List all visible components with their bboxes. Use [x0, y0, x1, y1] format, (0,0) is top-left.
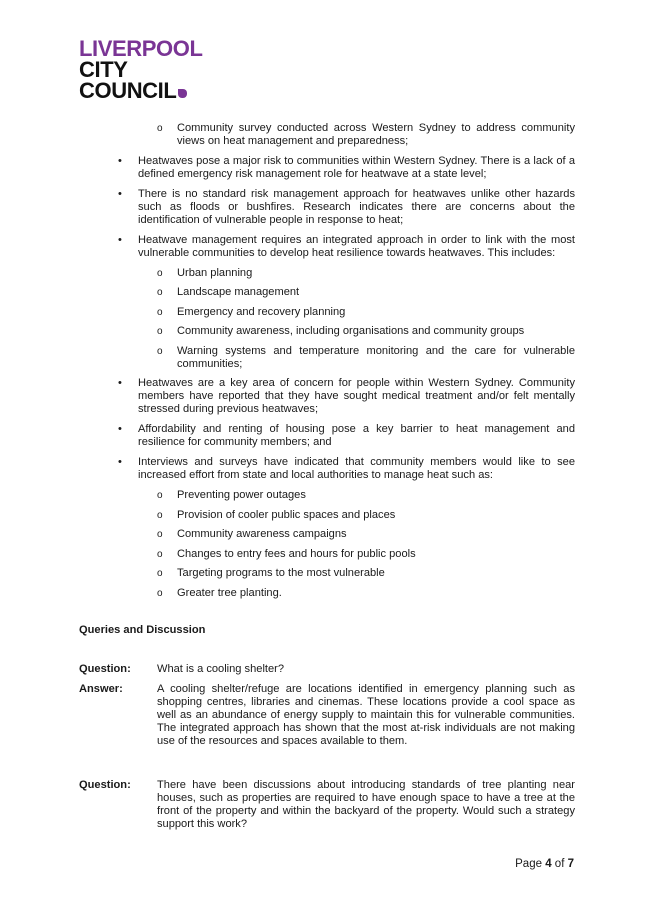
sub-item: o Urban planning	[79, 267, 575, 280]
current-page: 4	[545, 858, 552, 870]
bullet-item: • Heatwaves are a key area of concern for people within Western Sydney. Community members have reported that they have sought medical treatment and/or felt mentally stressed during previous heatwaves;	[79, 377, 575, 416]
bullet-item: • Interviews and surveys have indicated that community members would like to see increased effort from state and local authorities to manage heat such as:	[79, 456, 575, 482]
sub-item: o Greater tree planting.	[79, 587, 575, 600]
document-body	[79, 122, 575, 838]
sub-item: o Provision of cooler public spaces and places	[79, 509, 575, 522]
bullet-item: • Heatwaves pose a major risk to communities within Western Sydney. There is a lack of a defined emergency risk management role for heatwave at a state level;	[79, 155, 575, 181]
bullet-item: • There is no standard risk management approach for heatwaves unlike other hazards such as floods or bushfires. Research indicates there are concerns about the identification of vulnerable people in response to heat;	[79, 188, 575, 227]
sub-item: o Emergency and recovery planning	[79, 306, 575, 319]
question-row	[79, 663, 575, 676]
bullet-item: • Heatwave management requires an integrated approach in order to link with the most vulnerable communities to develop heat resilience towards heatwaves. This includes:	[79, 234, 575, 260]
answer-text: A cooling shelter/refuge are locations identified in emergency planning such as shopping centres, libraries and cinemas. These locations provide a cool space as well as an abundance of energy supply to maintain this for vulnerable communities. The integrated approach has shown that the most at-risk individuals are not making use of the resources and spaces available to them.	[157, 682, 575, 747]
answer-row	[79, 683, 575, 748]
question-label: Question:	[79, 662, 131, 675]
logo-line-1: LIVERPOOL	[79, 36, 203, 61]
sub-item: o Community awareness campaigns	[79, 528, 575, 541]
total-pages: 7	[567, 858, 574, 870]
page-word: Page	[515, 858, 542, 870]
question-label: Question:	[79, 778, 131, 791]
sub-item: o Community survey conducted across Western Sydney to address community views on heat management and preparedness;	[79, 122, 575, 148]
sub-item: o Targeting programs to the most vulnerable	[79, 567, 575, 580]
logo-mark-icon	[178, 89, 187, 98]
answer-label: Answer:	[79, 682, 123, 695]
logo-line-2: CITY	[79, 57, 128, 82]
section-heading: Queries and Discussion	[79, 623, 206, 636]
page-number	[515, 858, 574, 870]
sub-item: o Warning systems and temperature monitoring and the care for vulnerable communities;	[79, 345, 575, 371]
logo-line-3	[79, 80, 187, 101]
of-word: of	[554, 858, 565, 870]
bullet-item: • Affordability and renting of housing pose a key barrier to heat management and resilience for community members; and	[79, 423, 575, 449]
council-logo	[79, 38, 203, 104]
sub-item: o Preventing power outages	[79, 489, 575, 502]
sub-item: o Community awareness, including organisations and community groups	[79, 325, 575, 338]
question-text: There have been discussions about introducing standards of tree planting near houses, such as properties are required to have enough space to have a tree at the front of the property and within the backyard of the property. Would such a strategy support this work?	[157, 778, 575, 830]
question-row	[79, 779, 575, 831]
logo-line-3-text: COUNCIL	[79, 78, 177, 103]
sub-item: o Landscape management	[79, 286, 575, 299]
sub-item: o Changes to entry fees and hours for public pools	[79, 548, 575, 561]
question-text: What is a cooling shelter?	[157, 662, 285, 675]
